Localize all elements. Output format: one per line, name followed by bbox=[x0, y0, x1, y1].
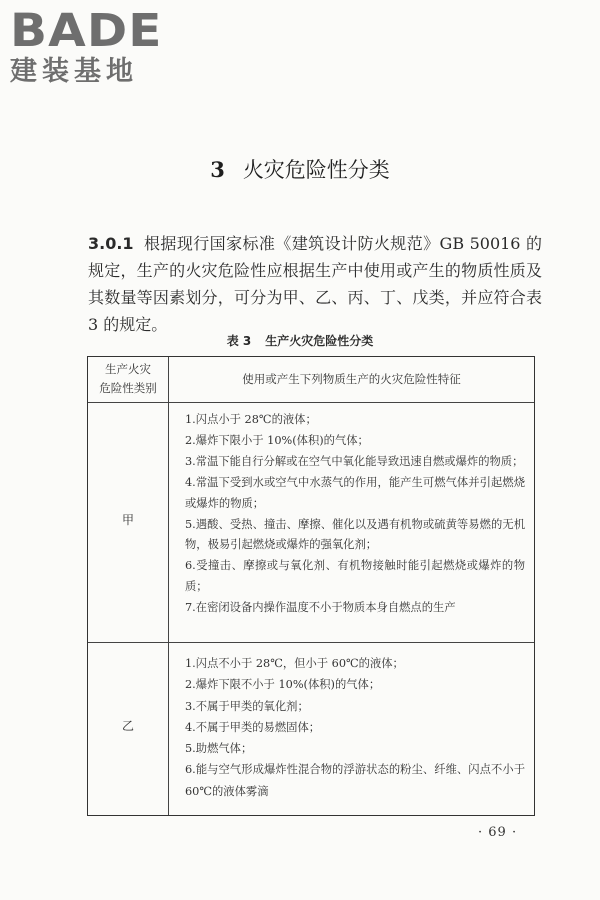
header-category-line2: 危险性类别 bbox=[99, 381, 157, 395]
category-cell-a: 甲 bbox=[121, 513, 134, 527]
header-feature: 使用或产生下列物质生产的火灾危险性特征 bbox=[242, 372, 461, 386]
chapter-heading bbox=[0, 155, 600, 185]
row-divider bbox=[88, 642, 534, 643]
feature-item: 5.助燃气体； bbox=[185, 742, 253, 756]
feature-item: 2.爆炸下限不小于 10%(体积)的气体； bbox=[185, 678, 381, 692]
category-cell-b: 乙 bbox=[121, 719, 134, 733]
feature-item: 4.常温下受到水或空气中水蒸气的作用，能产生可燃气体并引起燃烧或爆炸的物质； bbox=[185, 475, 525, 510]
table-number: 表 3 bbox=[226, 334, 252, 348]
logo-tagline: 建装基地 bbox=[10, 56, 138, 87]
feature-item: 4.不属于甲类的易燃固体； bbox=[185, 720, 321, 734]
feature-item: 5.遇酸、受热、撞击、摩擦、催化以及遇有机物或硫黄等易燃的无机物，极易引起燃烧或爆炸的强氧化剂； bbox=[185, 517, 525, 552]
header-category bbox=[88, 360, 168, 398]
clause-text: 根据现行国家标准《建筑设计防火规范》GB 50016 的规定，生产的火灾危险性应根据生产中使用或产生的物质性质及其数量等因素划分，可分为甲、乙、丙、丁、戊类，并应符合表 3 的规定。 bbox=[88, 234, 542, 334]
fire-hazard-table bbox=[87, 356, 535, 816]
features-cell-b bbox=[185, 653, 525, 802]
feature-item: 2.爆炸下限小于 10%(体积)的气体； bbox=[185, 433, 369, 447]
feature-item: 1.闪点不小于 28℃，但小于 60℃的液体； bbox=[185, 657, 404, 670]
table-title: 生产火灾危险性分类 bbox=[265, 334, 374, 348]
feature-item: 7.在密闭设备内操作温度不小于物质本身自燃点的生产 bbox=[185, 601, 456, 615]
logo-brand: BADE bbox=[10, 4, 163, 57]
clause-paragraph bbox=[88, 230, 542, 338]
feature-item: 1.闪点小于 28℃的液体； bbox=[185, 413, 317, 426]
table-caption bbox=[0, 332, 600, 350]
header-category-line1: 生产火灾 bbox=[105, 362, 151, 376]
chapter-number: 3 bbox=[210, 157, 225, 182]
feature-item: 3.不属于甲类的氧化剂； bbox=[185, 699, 309, 713]
page-number: · 69 · bbox=[478, 825, 518, 840]
column-divider bbox=[168, 357, 169, 815]
chapter-title: 火灾危险性分类 bbox=[242, 158, 390, 182]
header-divider bbox=[88, 402, 534, 403]
feature-item: 6.能与空气形成爆炸性混合物的浮游状态的粉尘、纤维、闪点不小于 60℃的液体雾滴 bbox=[185, 763, 525, 798]
clause-number: 3.0.1 bbox=[88, 234, 134, 253]
features-cell-a bbox=[185, 410, 525, 619]
feature-item: 3.常温下能自行分解或在空气中氧化能导致迅速自燃或爆炸的物质； bbox=[185, 454, 524, 468]
feature-item: 6.受撞击、摩擦或与氧化剂、有机物接触时能引起燃烧或爆炸的物质； bbox=[185, 559, 525, 594]
watermark-logo bbox=[10, 4, 175, 88]
